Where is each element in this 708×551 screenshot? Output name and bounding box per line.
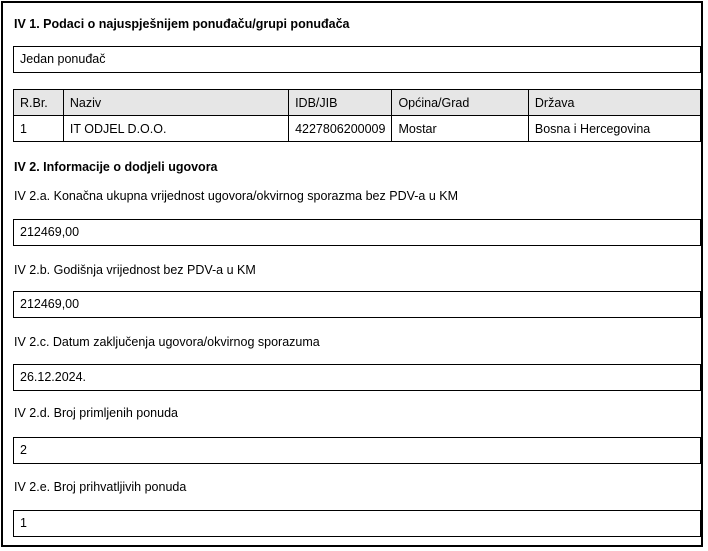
column-header-opcina-grad: Općina/Grad	[392, 90, 528, 116]
field-label-2b: IV 2.b. Godišnja vrijednost bez PDV-a u KM	[14, 263, 256, 277]
cell-idb-jib: 4227806200009	[289, 116, 392, 142]
field-value-2c: 26.12.2024.	[13, 364, 701, 391]
column-header-idb-jib: IDB/JIB	[289, 90, 392, 116]
field-label-2a: IV 2.a. Konačna ukupna vrijednost ugovora/okvirnog sporazma bez PDV-a u KM	[14, 189, 459, 203]
field-value-2d: 2	[13, 437, 701, 464]
cell-naziv: IT ODJEL D.O.O.	[63, 116, 288, 142]
section-1-heading: IV 1. Podaci o najuspješnijem ponuđaču/grupi ponuđača	[14, 17, 350, 31]
cell-opcina-grad: Mostar	[392, 116, 528, 142]
field-value-2a: 212469,00	[13, 219, 701, 246]
bidder-type-field: Jedan ponuđač	[13, 46, 701, 73]
column-header-drzava: Država	[528, 90, 700, 116]
field-label-2d: IV 2.d. Broj primljenih ponuda	[14, 406, 178, 420]
field-label-2e: IV 2.e. Broj prihvatljivih ponuda	[14, 480, 187, 494]
table-row	[14, 116, 701, 142]
field-value-2b: 212469,00	[13, 291, 701, 318]
section-2-heading: IV 2. Informacije o dodjeli ugovora	[14, 160, 218, 174]
table-header-row	[14, 90, 701, 116]
cell-drzava: Bosna i Hercegovina	[528, 116, 700, 142]
column-header-rbr: R.Br.	[14, 90, 64, 116]
column-header-naziv: Naziv	[63, 90, 288, 116]
bidder-table	[13, 89, 701, 142]
cell-rbr: 1	[14, 116, 64, 142]
field-label-2c: IV 2.c. Datum zaključenja ugovora/okvirnog sporazuma	[14, 335, 320, 349]
field-value-2e: 1	[13, 510, 701, 537]
